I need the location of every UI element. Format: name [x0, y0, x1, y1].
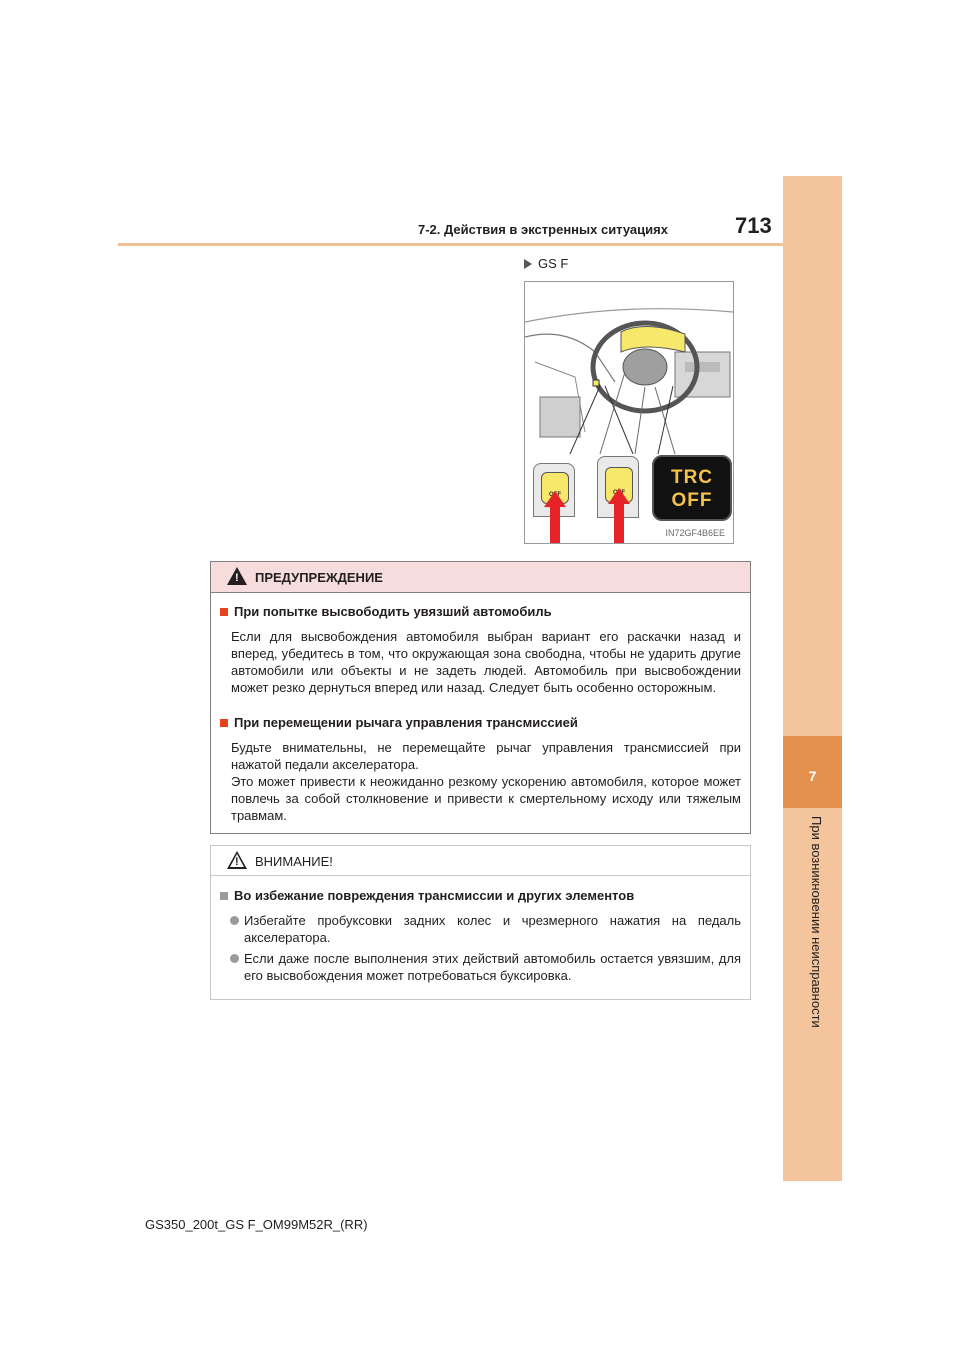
red-arrow-shaft: [614, 503, 624, 543]
caution-list-item: [231, 912, 741, 946]
caution-section-title: [220, 888, 634, 903]
caution-title: ВНИМАНИЕ!: [255, 854, 333, 869]
header-rule: [118, 243, 783, 246]
warning-section-title-text: При перемещении рычага управления трансмиссией: [234, 715, 578, 730]
warning-triangle-icon: [227, 567, 247, 585]
circle-bullet-icon: [230, 916, 239, 925]
red-arrow-icon: [608, 488, 630, 504]
square-bullet-icon: [220, 719, 228, 727]
figure-code: IN72GF4B6EE: [665, 528, 725, 538]
caution-item-text: Избегайте пробуксовки задних колес и чрезмерного нажатия на педаль акселератора.: [244, 913, 741, 945]
red-arrow-icon: [544, 491, 566, 507]
warning-box: [210, 561, 751, 834]
warning-paragraph: Это может привести к неожиданно резкому ускорению автомобиля, которое может повлечь за собой столкновение и привести к смертельному исходу или тяжелым травмам.: [231, 774, 741, 823]
square-bullet-icon: [220, 608, 228, 616]
warning-section-title: [220, 715, 578, 730]
warning-paragraph: Будьте внимательны, не перемещайте рычаг управления трансмиссией при нажатой педали акселератора.: [231, 740, 741, 772]
circle-bullet-icon: [230, 954, 239, 963]
warning-section-title-text: При попытке высвободить увязший автомобиль: [234, 604, 552, 619]
chapter-title-vertical: При возникновении неисправности: [809, 816, 824, 1028]
warning-paragraph: Если для высвобождения автомобиля выбран вариант его раскачки назад и вперед, убедитесь в том, что окружающая зона свободна, чтобы не ударить другие автомобили или объекты и не задеть людей. Автомобиль при высвобождении может резко дернуться вперед или назад. Следует быть особенно осторожным.: [231, 629, 741, 695]
figure-caption-text: GS F: [538, 256, 569, 271]
red-arrow-shaft: [550, 506, 560, 543]
switch-face: OFF: [605, 467, 633, 503]
warning-header: [211, 562, 750, 593]
warning-section-title: [220, 604, 552, 619]
figure-caption: [524, 256, 568, 271]
caution-header: [211, 846, 750, 876]
dashboard-illustration: [524, 281, 734, 544]
caution-box: [210, 845, 751, 1000]
page-number: 713: [735, 213, 772, 238]
square-bullet-icon: [220, 892, 228, 900]
caution-section-title-text: Во избежание повреждения трансмиссии и других элементов: [234, 888, 635, 903]
document-footer: GS350_200t_GS F_OM99M52R_(RR): [145, 1217, 368, 1232]
chapter-number: 7: [808, 768, 817, 784]
trc-indicator-line2: OFF: [671, 490, 713, 511]
trc-off-indicator: [652, 455, 732, 521]
warning-title: ПРЕДУПРЕЖДЕНИЕ: [255, 570, 383, 585]
dashboard-drawing: [525, 282, 733, 454]
triangle-bullet-icon: [524, 259, 532, 269]
caution-list-item: [231, 950, 741, 984]
caution-triangle-icon: [227, 851, 247, 869]
switch-face: OFF: [541, 472, 569, 504]
trc-indicator-line1: TRC: [670, 467, 714, 488]
section-title: 7-2. Действия в экстренных ситуациях: [418, 222, 668, 237]
chapter-number-tab: [783, 736, 842, 808]
caution-item-text: Если даже после выполнения этих действий автомобиль остается увязшим, для его высвобождения может потребоваться буксировка.: [244, 951, 741, 983]
